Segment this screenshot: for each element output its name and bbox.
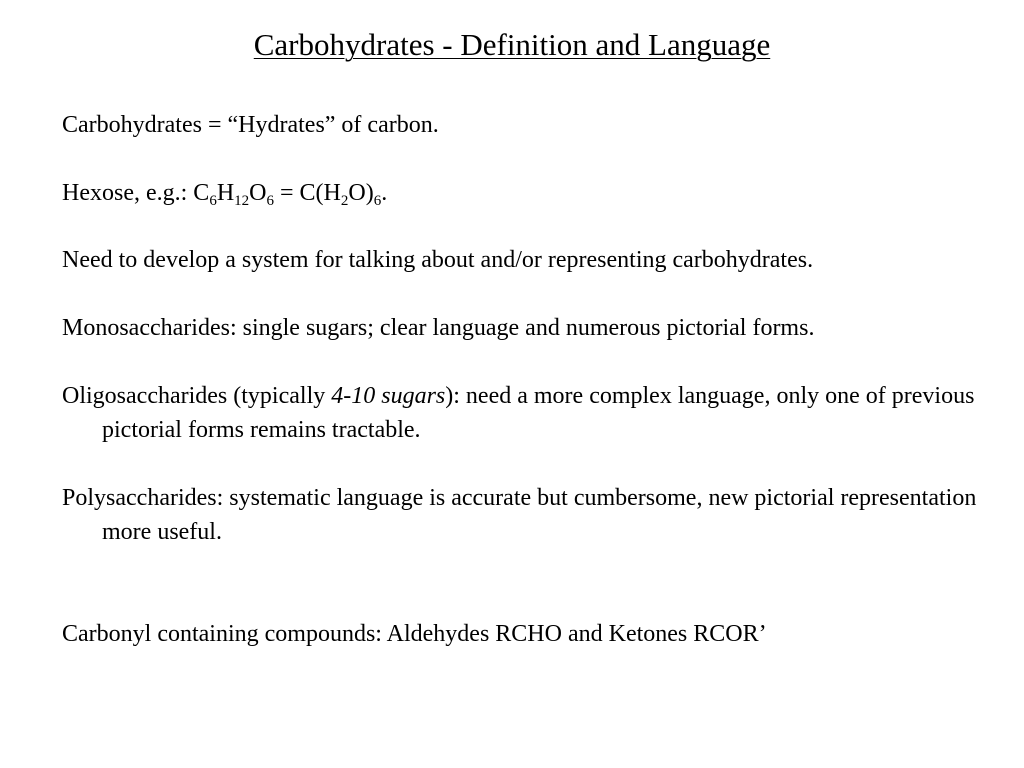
subscript-h12: 12 [234, 193, 250, 209]
oligo-italic-range: 4-10 sugars [331, 383, 446, 409]
hexose-formula-line [62, 176, 1022, 210]
hexose-o: O [249, 180, 267, 206]
slide-title: Carbohydrates - Definition and Language [253, 27, 771, 62]
hexose-mid: = C(H [274, 180, 341, 206]
hexose-h: H [216, 180, 235, 206]
oligosaccharides-paragraph [62, 379, 1022, 447]
definition-line: Carbohydrates = “Hydrates” of carbon. [62, 112, 439, 138]
subscript-c6: 6 [209, 193, 217, 209]
need-system-line: Need to develop a system for talking about and/or representing carbohydrates. [62, 247, 814, 273]
polysaccharides-paragraph: Polysaccharides: systematic language is accurate but cumbersome, new pictorial representation more useful. [62, 485, 977, 545]
monosaccharides-line: Monosaccharides: single sugars; clear language and numerous pictorial forms. [62, 315, 815, 341]
carbonyl-line: Carbonyl containing compounds: Aldehydes RCHO and Ketones RCOR’ [62, 621, 767, 647]
oligo-text-before: Oligosaccharides (typically [62, 383, 332, 409]
subscript-o6: 6 [266, 193, 274, 209]
hexose-prefix: Hexose, e.g.: C [62, 180, 210, 206]
hexose-end: . [381, 180, 388, 206]
subscript-outer6: 6 [373, 193, 382, 209]
subscript-h2: 2 [340, 193, 349, 209]
hexose-close: O) [348, 180, 374, 206]
oligo-text-after: ): need a more complex language, only one of previous pictorial forms remains tractable. [102, 383, 975, 443]
